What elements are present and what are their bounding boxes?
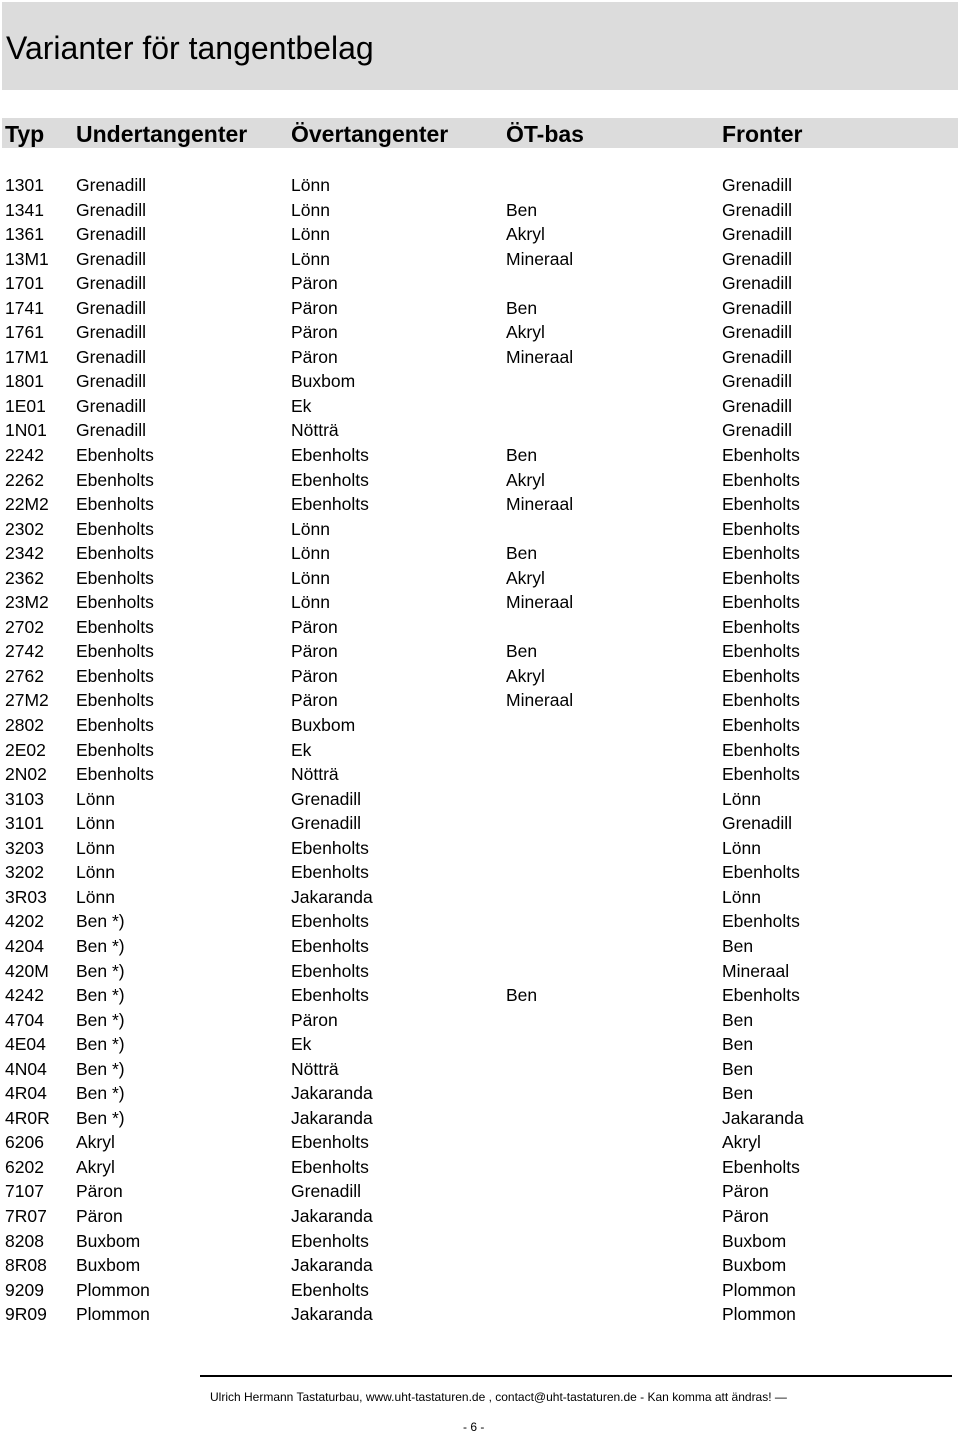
- table-row: [0, 909, 960, 934]
- overtangenter-cell: Ebenholts: [291, 469, 369, 490]
- ot-bas-cell: Akryl: [506, 567, 545, 588]
- undertangenter-cell: Akryl: [76, 1156, 115, 1177]
- overtangenter-cell: Ebenholts: [291, 862, 369, 883]
- fronter-cell: Ebenholts: [722, 543, 800, 564]
- undertangenter-cell: Ben *): [76, 935, 125, 956]
- overtangenter-cell: Buxbom: [291, 715, 356, 736]
- undertangenter-cell: Ebenholts: [76, 543, 154, 564]
- overtangenter-cell: Lönn: [291, 567, 330, 588]
- fronter-cell: Plommon: [722, 1304, 796, 1325]
- overtangenter-cell: Päron: [291, 346, 338, 367]
- table-row: [0, 198, 960, 223]
- fronter-cell: Ben: [722, 1034, 754, 1055]
- ot-bas-cell: Mineraal: [506, 346, 574, 367]
- overtangenter-cell: Jakaranda: [291, 1304, 373, 1325]
- typ-cell: 1701: [5, 273, 44, 294]
- fronter-cell: Grenadill: [722, 297, 793, 318]
- typ-cell: 2742: [5, 641, 44, 662]
- ot-bas-cell: Ben: [506, 985, 538, 1006]
- undertangenter-cell: Grenadill: [76, 224, 147, 245]
- overtangenter-cell: Lönn: [291, 543, 330, 564]
- typ-cell: 6206: [5, 1132, 44, 1153]
- typ-cell: 7107: [5, 1181, 44, 1202]
- undertangenter-cell: Buxbom: [76, 1230, 141, 1251]
- undertangenter-cell: Plommon: [76, 1304, 150, 1325]
- overtangenter-cell: Lönn: [291, 248, 330, 269]
- undertangenter-cell: Ben *): [76, 960, 125, 981]
- typ-cell: 1341: [5, 199, 44, 220]
- table-row: [0, 369, 960, 394]
- overtangenter-cell: Lönn: [291, 592, 330, 613]
- fronter-cell: Grenadill: [722, 199, 793, 220]
- undertangenter-cell: Plommon: [76, 1279, 150, 1300]
- table-row: [0, 713, 960, 738]
- fronter-cell: Ebenholts: [722, 518, 800, 539]
- typ-cell: 4704: [5, 1009, 44, 1030]
- table-row: [0, 271, 960, 296]
- undertangenter-cell: Lönn: [76, 886, 115, 907]
- overtangenter-cell: Päron: [291, 616, 338, 637]
- table-row: [0, 688, 960, 713]
- undertangenter-cell: Ebenholts: [76, 739, 154, 760]
- ot-bas-cell: Ben: [506, 445, 538, 466]
- fronter-cell: Päron: [722, 1181, 769, 1202]
- page-number: - 6 -: [463, 1420, 485, 1434]
- overtangenter-cell: Jakaranda: [291, 1255, 373, 1276]
- header-ot-bas: ÖT-bas: [506, 121, 584, 147]
- undertangenter-cell: Ben *): [76, 911, 125, 932]
- overtangenter-cell: Lönn: [291, 175, 330, 195]
- overtangenter-cell: Buxbom: [291, 371, 356, 392]
- fronter-cell: Ben: [722, 1009, 754, 1030]
- overtangenter-cell: Ebenholts: [291, 911, 369, 932]
- table-row: [0, 811, 960, 836]
- typ-cell: 4204: [5, 935, 44, 956]
- undertangenter-cell: Ben *): [76, 1034, 125, 1055]
- fronter-cell: Ebenholts: [722, 616, 800, 637]
- undertangenter-cell: Ben *): [76, 1058, 125, 1079]
- ot-bas-cell: Mineraal: [506, 248, 574, 269]
- table-row: [0, 1302, 960, 1327]
- typ-cell: 3101: [5, 813, 44, 834]
- table-row: [0, 1278, 960, 1303]
- ot-bas-cell: Akryl: [506, 224, 545, 245]
- header-fronter: Fronter: [722, 121, 803, 147]
- table-row: [0, 885, 960, 910]
- typ-cell: 3203: [5, 837, 44, 858]
- fronter-cell: Ebenholts: [722, 739, 800, 760]
- undertangenter-cell: Ben *): [76, 985, 125, 1006]
- header-undertangenter: Undertangenter: [76, 121, 248, 147]
- page-title: Varianter för tangentbelag: [6, 30, 374, 66]
- overtangenter-cell: Jakaranda: [291, 1083, 373, 1104]
- undertangenter-cell: Grenadill: [76, 273, 147, 294]
- overtangenter-cell: Nötträ: [291, 1058, 339, 1079]
- overtangenter-cell: Lönn: [291, 199, 330, 220]
- overtangenter-cell: Ek: [291, 1034, 312, 1055]
- table-row: [0, 1032, 960, 1057]
- typ-cell: 9R09: [5, 1304, 47, 1325]
- footer-text: Ulrich Hermann Tastaturbau, www.uht-tastaturen.de , contact@uht-tastaturen.de - Kan komma att ändras! —: [210, 1390, 787, 1404]
- undertangenter-cell: Grenadill: [76, 199, 147, 220]
- undertangenter-cell: Grenadill: [76, 346, 147, 367]
- table-row: [0, 1155, 960, 1180]
- undertangenter-cell: Ebenholts: [76, 616, 154, 637]
- undertangenter-cell: Ben *): [76, 1107, 125, 1128]
- fronter-cell: Lönn: [722, 837, 761, 858]
- undertangenter-cell: Grenadill: [76, 322, 147, 343]
- typ-cell: 13M1: [5, 248, 49, 269]
- ot-bas-cell: Mineraal: [506, 690, 574, 711]
- ot-bas-cell: Mineraal: [506, 494, 574, 515]
- typ-cell: 2702: [5, 616, 44, 637]
- overtangenter-cell: Ebenholts: [291, 1279, 369, 1300]
- ot-bas-cell: Ben: [506, 297, 538, 318]
- overtangenter-cell: Ebenholts: [291, 1132, 369, 1153]
- undertangenter-cell: Grenadill: [76, 248, 147, 269]
- undertangenter-cell: Lönn: [76, 862, 115, 883]
- overtangenter-cell: Päron: [291, 641, 338, 662]
- fronter-cell: Grenadill: [722, 420, 793, 441]
- typ-cell: 4202: [5, 911, 44, 932]
- undertangenter-cell: Lönn: [76, 837, 115, 858]
- typ-cell: 1741: [5, 297, 44, 318]
- table-row: [0, 983, 960, 1008]
- overtangenter-cell: Nötträ: [291, 420, 339, 441]
- fronter-cell: Ebenholts: [722, 1156, 800, 1177]
- ot-bas-cell: Akryl: [506, 322, 545, 343]
- overtangenter-cell: Lönn: [291, 518, 330, 539]
- typ-cell: 2302: [5, 518, 44, 539]
- table-row: [0, 1253, 960, 1278]
- typ-cell: 7R07: [5, 1205, 47, 1226]
- table-row: [0, 836, 960, 861]
- undertangenter-cell: Ebenholts: [76, 518, 154, 539]
- table-row: [0, 590, 960, 615]
- table-row: [0, 860, 960, 885]
- typ-cell: 1E01: [5, 395, 46, 416]
- typ-cell: 2N02: [5, 764, 47, 785]
- fronter-cell: Ebenholts: [722, 445, 800, 466]
- typ-cell: 4E04: [5, 1034, 46, 1055]
- overtangenter-cell: Jakaranda: [291, 1205, 373, 1226]
- overtangenter-cell: Ebenholts: [291, 1230, 369, 1251]
- undertangenter-cell: Grenadill: [76, 371, 147, 392]
- ot-bas-cell: Akryl: [506, 469, 545, 490]
- table-row: [0, 787, 960, 812]
- fronter-cell: Ebenholts: [722, 911, 800, 932]
- undertangenter-cell: Ebenholts: [76, 690, 154, 711]
- overtangenter-cell: Päron: [291, 322, 338, 343]
- undertangenter-cell: Lönn: [76, 788, 115, 809]
- typ-cell: 1761: [5, 322, 44, 343]
- ot-bas-cell: Ben: [506, 641, 538, 662]
- table-row: [0, 394, 960, 419]
- undertangenter-cell: Ebenholts: [76, 494, 154, 515]
- undertangenter-cell: Ebenholts: [76, 567, 154, 588]
- table-row: [0, 1130, 960, 1155]
- fronter-cell: Grenadill: [722, 346, 793, 367]
- table-row: [0, 418, 960, 443]
- fronter-cell: Grenadill: [722, 395, 793, 416]
- undertangenter-cell: Grenadill: [76, 395, 147, 416]
- table-row: [0, 615, 960, 640]
- fronter-cell: Ebenholts: [722, 592, 800, 613]
- fronter-cell: Buxbom: [722, 1255, 787, 1276]
- table-row: [0, 959, 960, 984]
- undertangenter-cell: Ebenholts: [76, 715, 154, 736]
- typ-cell: 1801: [5, 371, 44, 392]
- table-row: [0, 541, 960, 566]
- overtangenter-cell: Ebenholts: [291, 445, 369, 466]
- overtangenter-cell: Grenadill: [291, 788, 362, 809]
- typ-cell: 2762: [5, 665, 44, 686]
- typ-cell: 2242: [5, 445, 44, 466]
- typ-cell: 1361: [5, 224, 44, 245]
- table-row: [0, 345, 960, 370]
- table-row: [0, 296, 960, 321]
- typ-cell: 4R04: [5, 1083, 47, 1104]
- fronter-cell: Ebenholts: [722, 469, 800, 490]
- typ-cell: 1N01: [5, 420, 47, 441]
- table-row: [0, 1179, 960, 1204]
- table-row: [0, 443, 960, 468]
- overtangenter-cell: Päron: [291, 690, 338, 711]
- fronter-cell: Ben: [722, 1058, 754, 1079]
- overtangenter-cell: Grenadill: [291, 813, 362, 834]
- fronter-cell: Päron: [722, 1205, 769, 1226]
- typ-cell: 17M1: [5, 346, 49, 367]
- overtangenter-cell: Jakaranda: [291, 886, 373, 907]
- typ-cell: 4242: [5, 985, 44, 1006]
- overtangenter-cell: Ek: [291, 395, 312, 416]
- table-row: [0, 639, 960, 664]
- undertangenter-cell: Grenadill: [76, 420, 147, 441]
- typ-cell: 420M: [5, 960, 49, 981]
- fronter-cell: Ebenholts: [722, 985, 800, 1006]
- fronter-cell: Ebenholts: [722, 764, 800, 785]
- fronter-cell: Ebenholts: [722, 862, 800, 883]
- fronter-cell: Ben: [722, 935, 754, 956]
- fronter-cell: Jakaranda: [722, 1107, 804, 1128]
- table-row: [0, 468, 960, 493]
- undertangenter-cell: Buxbom: [76, 1255, 141, 1276]
- typ-cell: 3R03: [5, 886, 47, 907]
- undertangenter-cell: Ben *): [76, 1083, 125, 1104]
- fronter-cell: Grenadill: [722, 273, 793, 294]
- overtangenter-cell: Lönn: [291, 224, 330, 245]
- undertangenter-cell: Ebenholts: [76, 469, 154, 490]
- undertangenter-cell: Ebenholts: [76, 592, 154, 613]
- table-row: [0, 320, 960, 345]
- table-row: [0, 222, 960, 247]
- typ-cell: 2362: [5, 567, 44, 588]
- typ-cell: 2342: [5, 543, 44, 564]
- fronter-cell: Ben: [722, 1083, 754, 1104]
- ot-bas-cell: Ben: [506, 543, 538, 564]
- fronter-cell: Buxbom: [722, 1230, 787, 1251]
- fronter-cell: Grenadill: [722, 175, 793, 195]
- undertangenter-cell: Ebenholts: [76, 641, 154, 662]
- table-row: [0, 566, 960, 591]
- fronter-cell: Ebenholts: [722, 665, 800, 686]
- overtangenter-cell: Päron: [291, 297, 338, 318]
- fronter-cell: Ebenholts: [722, 567, 800, 588]
- table-row: [0, 738, 960, 763]
- undertangenter-cell: Ebenholts: [76, 445, 154, 466]
- overtangenter-cell: Päron: [291, 273, 338, 294]
- undertangenter-cell: Lönn: [76, 813, 115, 834]
- typ-cell: 2E02: [5, 739, 46, 760]
- overtangenter-cell: Ebenholts: [291, 1156, 369, 1177]
- header-typ: Typ: [5, 121, 45, 147]
- overtangenter-cell: Ek: [291, 739, 312, 760]
- typ-cell: 22M2: [5, 494, 49, 515]
- typ-cell: 27M2: [5, 690, 49, 711]
- table-row: [0, 492, 960, 517]
- undertangenter-cell: Ebenholts: [76, 665, 154, 686]
- ot-bas-cell: Akryl: [506, 665, 545, 686]
- fronter-cell: Akryl: [722, 1132, 761, 1153]
- typ-cell: 2802: [5, 715, 44, 736]
- overtangenter-cell: Nötträ: [291, 764, 339, 785]
- table-row: [0, 1081, 960, 1106]
- fronter-cell: Lönn: [722, 788, 761, 809]
- typ-cell: 6202: [5, 1156, 44, 1177]
- fronter-cell: Grenadill: [722, 248, 793, 269]
- overtangenter-cell: Jakaranda: [291, 1107, 373, 1128]
- typ-cell: 4R0R: [5, 1107, 50, 1128]
- overtangenter-cell: Ebenholts: [291, 985, 369, 1006]
- typ-cell: 23M2: [5, 592, 49, 613]
- fronter-cell: Ebenholts: [722, 494, 800, 515]
- overtangenter-cell: Ebenholts: [291, 494, 369, 515]
- overtangenter-cell: Päron: [291, 665, 338, 686]
- ot-bas-cell: Mineraal: [506, 592, 574, 613]
- footer-divider: [200, 1375, 952, 1377]
- overtangenter-cell: Grenadill: [291, 1181, 362, 1202]
- header-overtangenter: Övertangenter: [291, 121, 449, 147]
- table-row: [0, 1008, 960, 1033]
- typ-cell: 4N04: [5, 1058, 47, 1079]
- undertangenter-cell: Grenadill: [76, 175, 147, 195]
- fronter-cell: Grenadill: [722, 224, 793, 245]
- undertangenter-cell: Päron: [76, 1205, 123, 1226]
- typ-cell: 3202: [5, 862, 44, 883]
- undertangenter-cell: Päron: [76, 1181, 123, 1202]
- fronter-cell: Mineraal: [722, 960, 790, 981]
- fronter-cell: Grenadill: [722, 322, 793, 343]
- fronter-cell: Ebenholts: [722, 641, 800, 662]
- table-row: [0, 934, 960, 959]
- fronter-cell: Ebenholts: [722, 715, 800, 736]
- table-row: [0, 762, 960, 787]
- ot-bas-cell: Ben: [506, 199, 538, 220]
- fronter-cell: Ebenholts: [722, 690, 800, 711]
- undertangenter-cell: Akryl: [76, 1132, 115, 1153]
- overtangenter-cell: Ebenholts: [291, 935, 369, 956]
- table-row: [0, 517, 960, 542]
- undertangenter-cell: Ben *): [76, 1009, 125, 1030]
- fronter-cell: Plommon: [722, 1279, 796, 1300]
- undertangenter-cell: Grenadill: [76, 297, 147, 318]
- table-row: [0, 173, 960, 198]
- table-row: [0, 1204, 960, 1229]
- table-row: [0, 1229, 960, 1254]
- table-row: [0, 1106, 960, 1131]
- fronter-cell: Lönn: [722, 886, 761, 907]
- typ-cell: 1301: [5, 175, 44, 195]
- table-body: [0, 173, 960, 1327]
- fronter-cell: Grenadill: [722, 813, 793, 834]
- overtangenter-cell: Päron: [291, 1009, 338, 1030]
- typ-cell: 3103: [5, 788, 44, 809]
- undertangenter-cell: Ebenholts: [76, 764, 154, 785]
- table-row: [0, 247, 960, 272]
- overtangenter-cell: Ebenholts: [291, 837, 369, 858]
- typ-cell: 9209: [5, 1279, 44, 1300]
- typ-cell: 2262: [5, 469, 44, 490]
- typ-cell: 8208: [5, 1230, 44, 1251]
- overtangenter-cell: Ebenholts: [291, 960, 369, 981]
- typ-cell: 8R08: [5, 1255, 47, 1276]
- table-row: [0, 664, 960, 689]
- fronter-cell: Grenadill: [722, 371, 793, 392]
- table-row: [0, 1057, 960, 1082]
